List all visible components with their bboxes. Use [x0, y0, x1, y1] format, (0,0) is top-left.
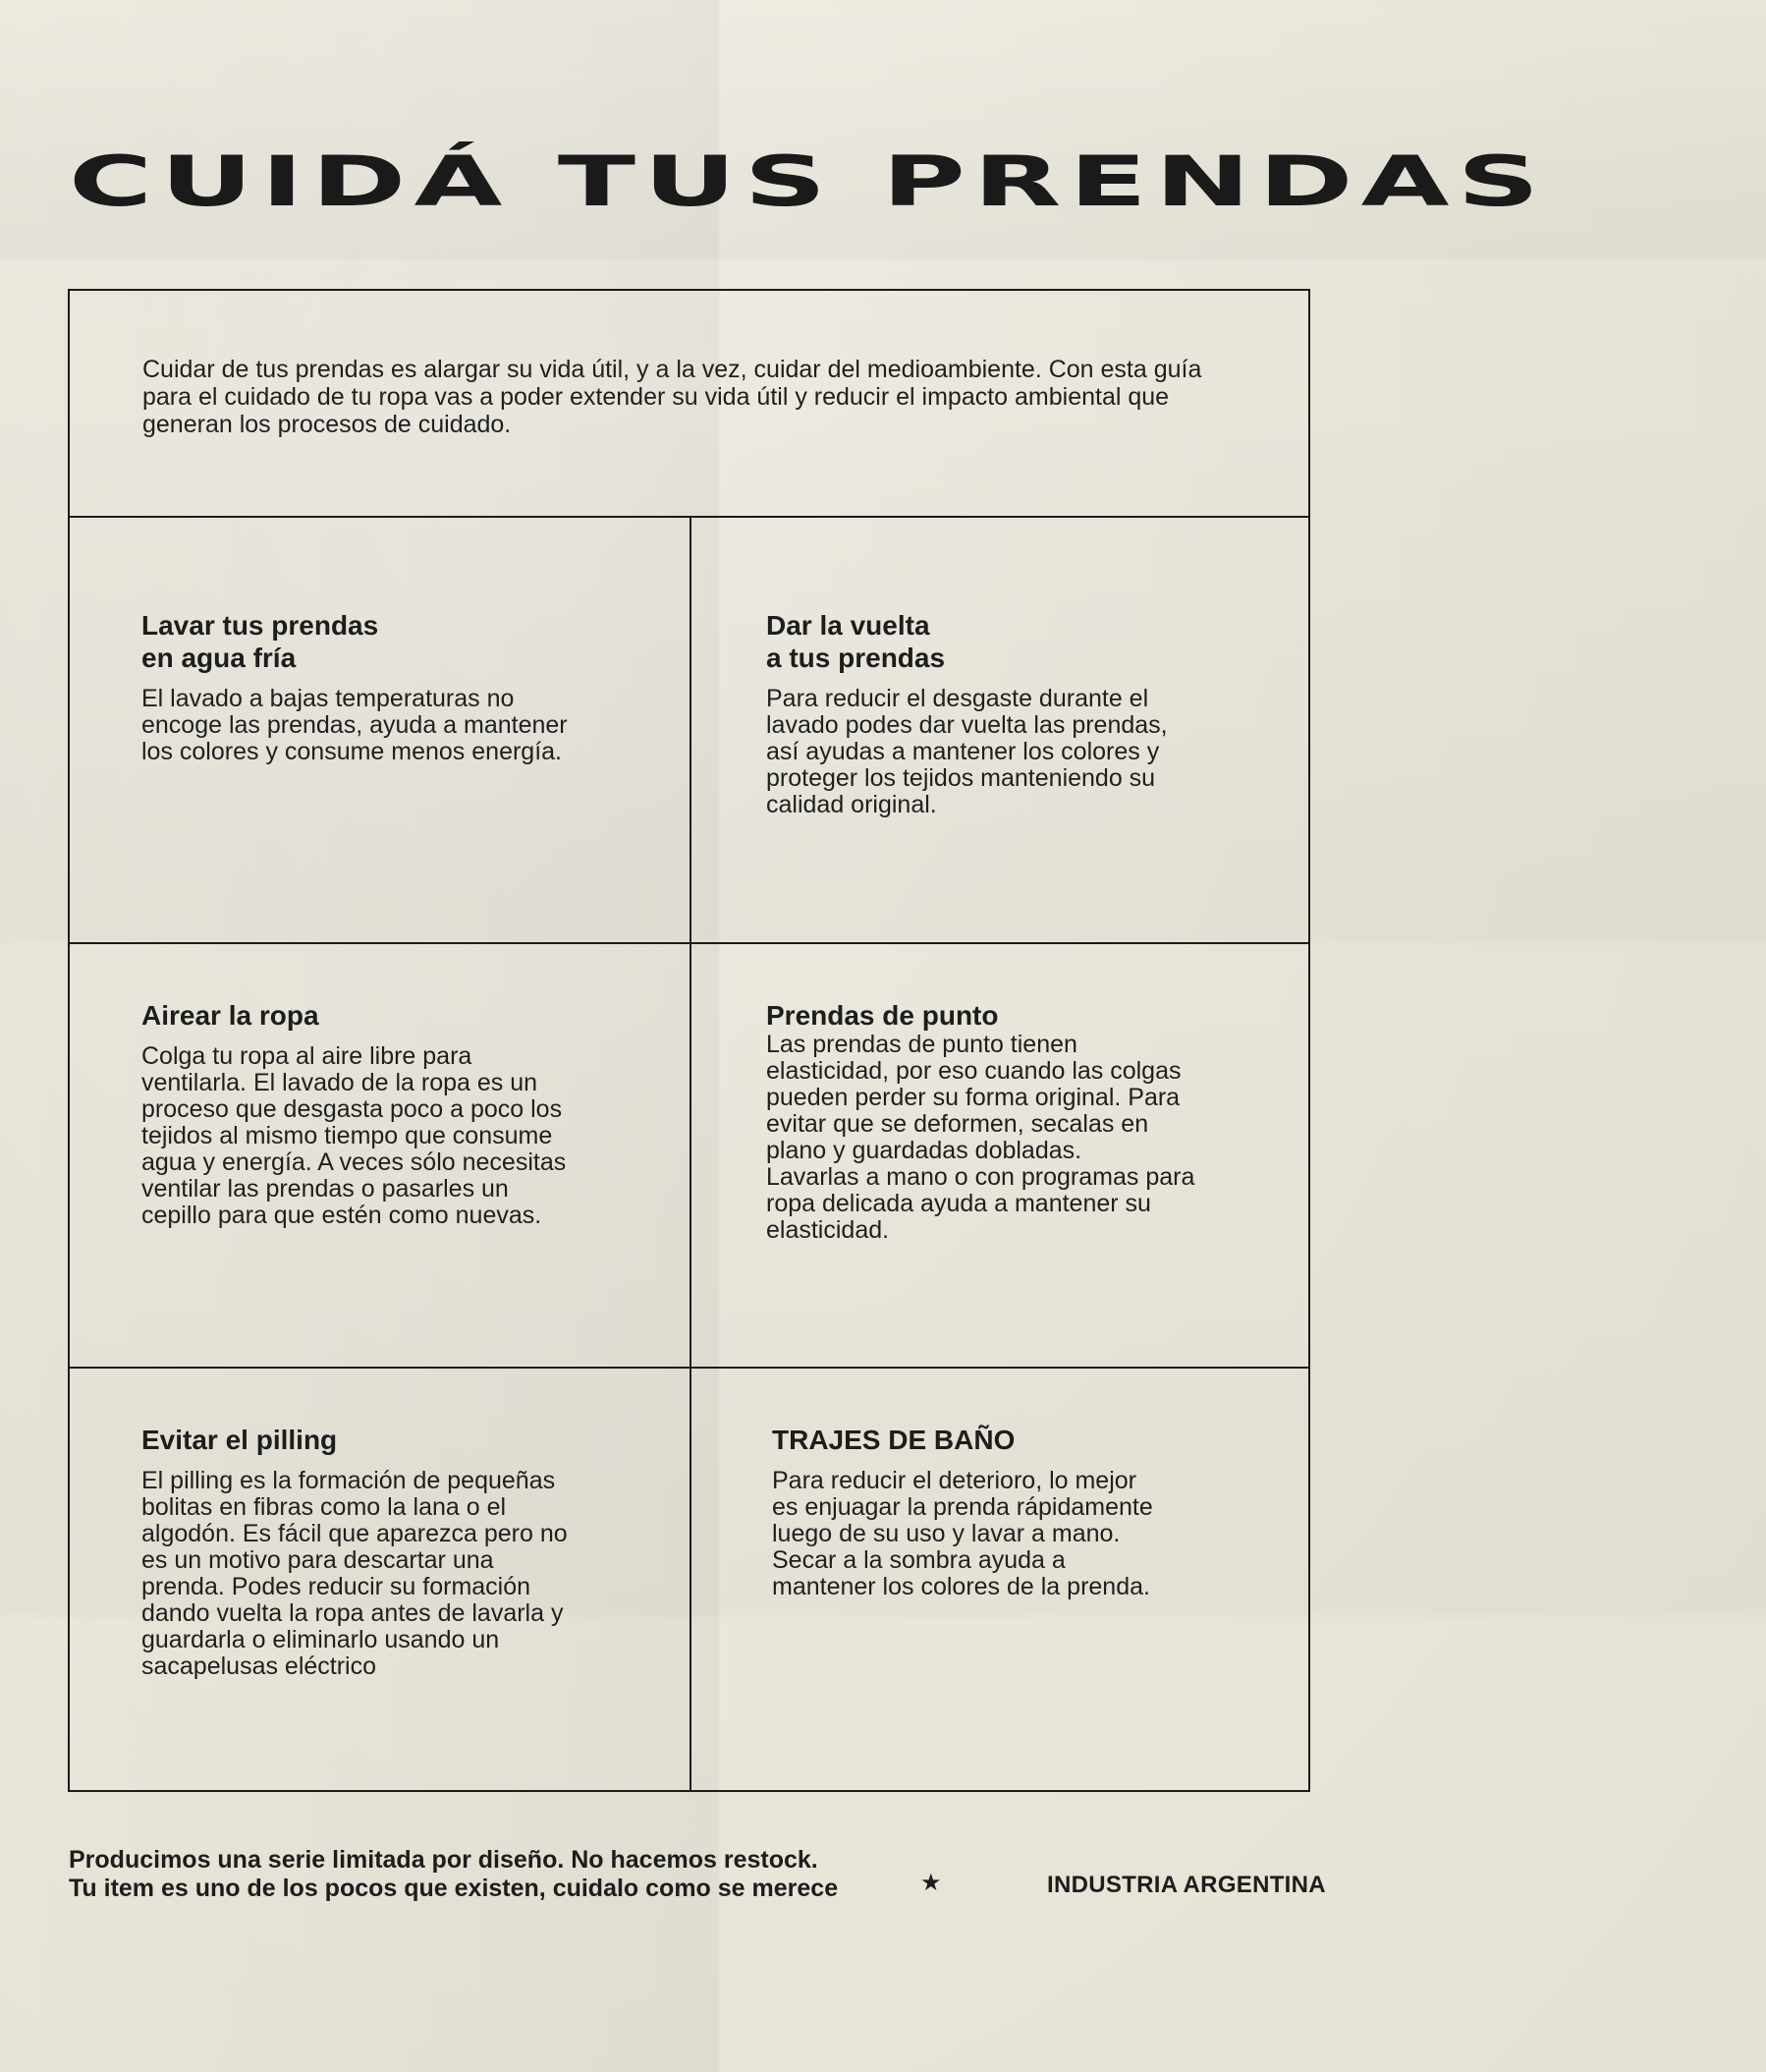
care-tip-heading: Evitar el pilling: [141, 1425, 338, 1455]
care-tip-body: El pilling es la formación de pequeñas bolitas en fibras como la lana o el algodón. Es fácil que aparezca pero no es un motivo para descartar una prenda. Podes reducir su formación dando vuelta la ropa antes de lavarla y guardarla o eliminarlo usando un sacapelusas eléctrico: [141, 1467, 568, 1680]
care-tip-body: Para reducir el desgaste durante el lavado podes dar vuelta las prendas, así ayudas a mantener los colores y proteger los tejidos manteniendo su calidad original.: [766, 685, 1168, 818]
care-tip-heading: Prendas de punto: [766, 1000, 999, 1031]
care-tip-body: Las prendas de punto tienen elasticidad, por eso cuando las colgas pueden perder su forma original. Para evitar que se deformen, secalas en plano y guardadas dobladas. Lavarlas a mano o con programas para ropa delicada ayuda a mantener su elasticidad.: [766, 1031, 1195, 1244]
care-tip-pilling: [141, 1424, 633, 1680]
footer-note: Producimos una serie limitada por diseño. No hacemos restock. Tu item es uno de los pocos que existen, cuidalo como se merece: [69, 1846, 839, 1902]
care-tip-swimwear: [772, 1424, 1263, 1600]
grid-divider-vertical: [690, 516, 691, 1790]
intro-text: Cuidar de tus prendas es alargar su vida útil, y a la vez, cuidar del medioambiente. Con esta guía para el cuidado de tu ropa vas a poder extender su vida útil y reducir el impacto ambiental que generan los procesos de cuidado.: [142, 356, 1202, 438]
care-tip-heading: Airear la ropa: [141, 1000, 319, 1031]
care-tip-heading: TRAJES DE BAÑO: [772, 1425, 1016, 1455]
care-tip-cold-wash: [141, 609, 633, 765]
care-tip-heading: Dar la vuelta a tus prendas: [766, 610, 946, 673]
care-tip-inside-out: [766, 609, 1257, 818]
care-tip-knitwear: [766, 999, 1257, 1244]
care-tip-body: Colga tu ropa al aire libre para ventilarla. El lavado de la ropa es un proceso que desgasta poco a poco los tejidos al mismo tiempo que consume agua y energía. A veces sólo necesitas ventilar las prendas o pasarles un cepillo para que estén como nuevas.: [141, 1042, 567, 1229]
footer-brand: INDUSTRIA ARGENTINA: [1047, 1872, 1326, 1898]
care-tip-air-out: [141, 999, 633, 1229]
star-icon: ★: [920, 1870, 942, 1896]
page-title: CUIDÁ TUS PRENDAS: [69, 141, 1548, 223]
care-tip-body: Para reducir el deterioro, lo mejor es enjuagar la prenda rápidamente luego de su uso y lavar a mano. Secar a la sombra ayuda a mantener los colores de la prenda.: [772, 1467, 1153, 1600]
care-tip-heading: Lavar tus prendas en agua fría: [141, 610, 379, 673]
care-tip-body: El lavado a bajas temperaturas no encoge las prendas, ayuda a mantener los colores y consume menos energía.: [141, 685, 568, 765]
